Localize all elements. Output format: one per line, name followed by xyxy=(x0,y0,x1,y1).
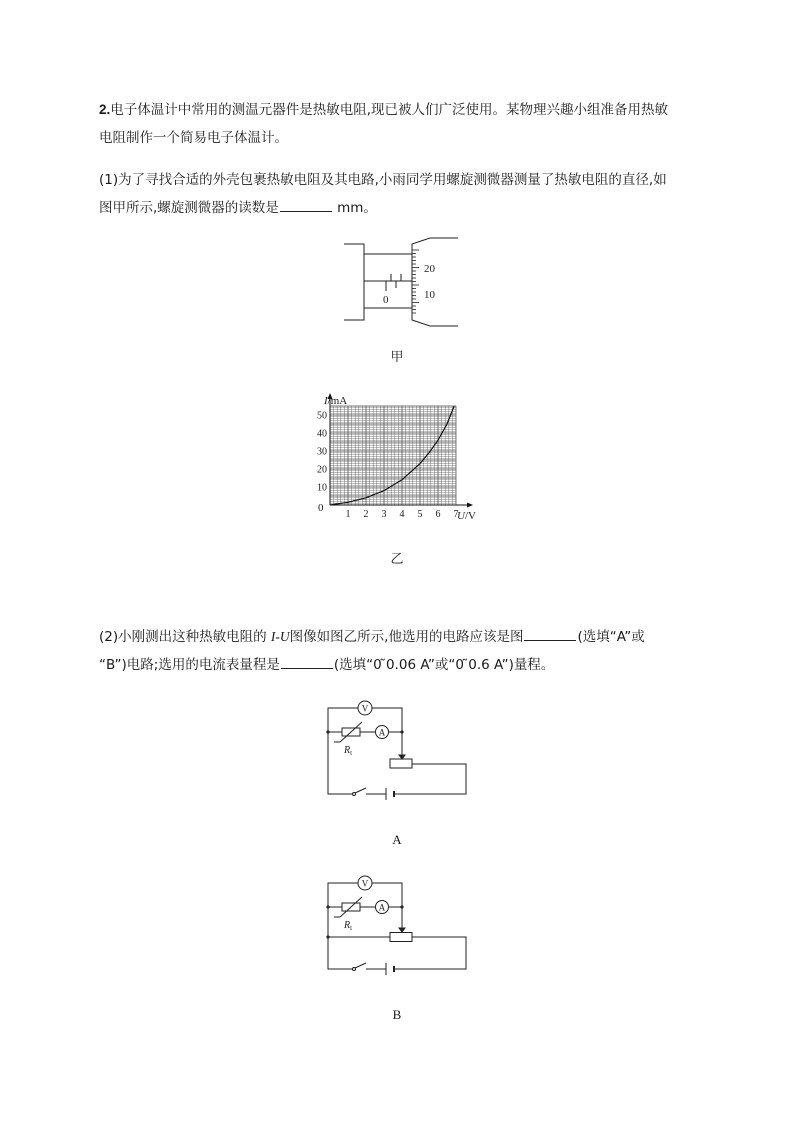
voltmeter-b-label: V xyxy=(361,878,369,889)
question-number: 2. xyxy=(99,102,111,117)
circuit-a xyxy=(320,698,475,802)
circuit-b-caption: B xyxy=(392,1007,402,1022)
question-intro xyxy=(99,96,699,152)
y-axis-unit: /mA xyxy=(327,395,348,407)
thermistor-a-r: R xyxy=(344,745,351,756)
thermistor-b-r: R xyxy=(344,920,351,931)
part2-line-2a: “B”)电路;选用的电流表量程是 xyxy=(99,657,280,673)
switch-b xyxy=(355,963,366,968)
thermistor-b-label xyxy=(343,920,352,932)
micrometer-thimble xyxy=(412,238,458,326)
iu-curve xyxy=(330,406,454,505)
part1-text xyxy=(99,166,699,222)
thimble-label-20: 20 xyxy=(424,263,435,275)
figure-yi-caption: 乙 xyxy=(390,552,404,567)
y-tick-label: 30 xyxy=(317,446,327,458)
y-axis-label xyxy=(323,395,347,407)
part2-line-2b: (选填“0 ̃0.06 A”或“0 ̃0.6 A”)量程。 xyxy=(333,657,555,673)
part1-answer-blank[interactable] xyxy=(280,198,332,212)
thimble-label-10: 10 xyxy=(424,289,435,301)
x-tick-label: 6 xyxy=(435,509,441,520)
switch xyxy=(355,788,366,793)
part2-line-1a: (2)小刚测出这种热敏电阻的 xyxy=(99,629,271,645)
ammeter-a-label: A xyxy=(378,727,386,738)
thermistor-a-sub: t xyxy=(350,749,353,757)
main-scale-zero-label: 0 xyxy=(383,294,389,306)
rheostat-b xyxy=(390,933,412,942)
voltmeter-a-label: V xyxy=(361,703,369,714)
y-tick-label: 50 xyxy=(317,410,327,422)
part2-circuit-blank[interactable] xyxy=(524,627,576,641)
micrometer-figure xyxy=(330,232,460,327)
chart-grid xyxy=(330,406,456,505)
x-axis-var: U xyxy=(457,510,465,522)
thimble-graduations xyxy=(412,250,419,313)
thermistor-a-label xyxy=(343,745,352,757)
x-axis-arrow xyxy=(467,503,473,508)
figure-jia-caption: 甲 xyxy=(390,350,404,365)
x-tick-label: 5 xyxy=(417,509,423,520)
chart-axes xyxy=(328,393,474,508)
micrometer-frame xyxy=(344,244,364,320)
intro-line-1: 电子体温计中常用的测温元器件是热敏电阻,现已被人们广泛使用。某物理兴趣小组准备用热敏 xyxy=(110,102,669,118)
x-tick-label: 4 xyxy=(399,509,405,520)
x-axis-unit: /V xyxy=(464,510,476,522)
ammeter-b-label: A xyxy=(378,902,386,913)
circuit-b xyxy=(320,873,475,977)
part1-unit: mm。 xyxy=(332,200,377,216)
circuit-a-caption: A xyxy=(392,832,402,847)
iu-label: I-U xyxy=(270,629,290,644)
part2-line-1c: (选填“A”或 xyxy=(577,629,645,645)
x-tick-label: 7 xyxy=(453,509,459,520)
y-tick-label: 40 xyxy=(317,428,327,440)
part1-line-1: (1)为了寻找合适的外壳包裹热敏电阻及其电路,小雨同学用螺旋测微器测量了热敏电阻的直径,如 xyxy=(99,172,667,188)
iu-chart xyxy=(300,390,500,525)
y-tick-label: 10 xyxy=(317,482,327,494)
x-axis-label xyxy=(457,510,476,522)
intro-line-2: 电阻制作一个简易电子体温计。 xyxy=(99,130,288,146)
part2-text xyxy=(99,623,699,679)
thermistor-b-sub: t xyxy=(350,924,353,932)
rheostat xyxy=(390,759,412,768)
y-tick-label: 20 xyxy=(317,464,327,476)
part2-line-1b: 图像如图乙所示,他选用的电路应该是图 xyxy=(289,629,524,645)
chart-origin-label: 0 xyxy=(318,502,324,514)
part1-line-2: 图甲所示,螺旋测微器的读数是 xyxy=(99,200,279,216)
x-tick-label: 2 xyxy=(363,509,369,520)
part2-range-blank[interactable] xyxy=(281,655,333,669)
y-axis-var: I xyxy=(324,395,328,407)
x-tick-label: 3 xyxy=(381,509,387,520)
x-tick-label: 1 xyxy=(345,509,351,520)
